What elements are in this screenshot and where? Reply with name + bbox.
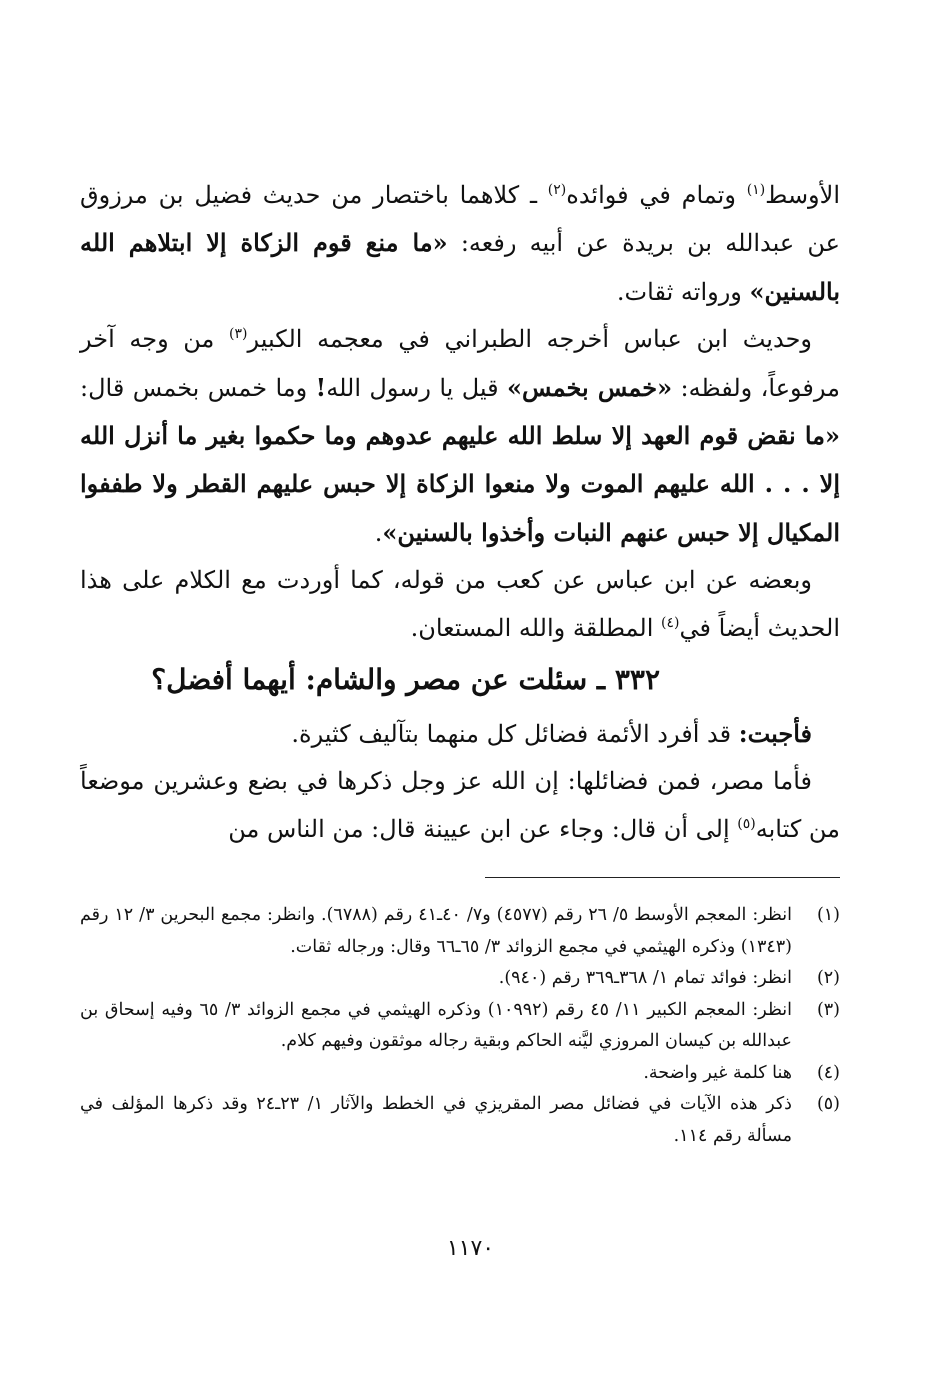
footnote-number: (٤) [816,1062,840,1083]
page-content [80,172,840,1152]
footnote-1 [80,900,840,963]
footnote-2 [80,963,840,995]
text-run: الأوسط [765,181,840,209]
footnote-divider [485,877,840,878]
text-run: ـ كلاهما باختصار من حديث فضيل بن مرزوق عن عبدالله بن بريدة عن أبيه رفعه: [80,181,841,258]
footnote-number: (٥) [816,1094,840,1115]
footnote-ref-2[interactable]: (٢) [547,182,567,198]
paragraph-2 [80,316,840,557]
text-run: إلى أن قال: وجاء عن ابن عيينة قال: من الناس من [228,814,738,843]
text-run: قد أفرد الأئمة فضائل كل منهما بتآليف كثيرة. [291,720,739,749]
hadith-quote: «ما نقض قوم العهد إلا سلط الله عليهم عدوهم وما حكموا بغير ما أنزل الله إلا . . . الله عليهم الموت ولا منعوا الزكاة إلا حبس عليهم القطر ولا طففوا المكيال إلا حبس عنهم النبات وأخذوا بالسنين» [80,421,840,547]
text-run: . [374,518,383,547]
footnote-3 [80,995,840,1058]
footnote-number: (٣) [816,999,840,1020]
text-run: من وجه آخر مرفوعاً، ولفظه: [80,325,840,402]
page-number: ١١٧٠ [446,1236,495,1261]
footnote-text: انظر: المعجم الكبير ١١/ ٤٥ رقم (١٠٩٩٢) وذكره الهيثمي في مجمع الزوائد ٣/ ٦٥ وفيه إسحاق بن عبدالله بن كيسان المروزي ليَّنه الحاكم وبقية رجاله موثقون وفيهم كلام. [80,999,793,1052]
text-run: قيل يا رسول الله [326,373,508,402]
paragraph-5 [80,758,840,853]
footnote-number: (١) [816,905,840,926]
hadith-quote: «ما منع قوم الزكاة إلا ابتلاهم الله بالسنين» [80,228,840,306]
text-run: المطلقة والله المستعان. [410,613,661,642]
footnote-ref-3[interactable]: (٣) [229,326,248,343]
answer-lead: فأجبت: [738,719,812,749]
footnote-text: هنا كلمة غير واضحة. [643,1062,792,1083]
text-run: وبعضه عن ابن عباس عن كعب من قوله، كما أوردت مع الكلام على هذا الحديث أيضاً في [80,566,840,642]
paragraph-1 [80,172,840,316]
hadith-quote: «خمس بخمس» [507,372,673,402]
footnote-ref-1[interactable]: (١) [746,182,766,198]
exclamation: ! [315,372,327,402]
paragraph-4 [80,710,840,758]
footnote-ref-4[interactable]: (٤) [661,614,680,631]
body-text [80,172,840,853]
text-run: فأما مصر، فمن فضائلها: إن الله عز وجل ذكرها في بضع وعشرين موضعاً من كتابه [80,767,840,843]
footnotes [80,900,840,1152]
footnote-text: ذكر هذه الآيات في فضائل مصر المقريزي في الخطط والآثار ١/ ٢٣ـ٢٤ وقد ذكرها المؤلف في مسألة رقم ١١٤. [80,1094,792,1146]
paragraph-3 [80,557,840,652]
text-run: ورواته ثقات. [616,277,750,306]
footnote-ref-5[interactable]: (٥) [737,815,756,832]
footnote-number: (٢) [816,968,840,989]
text-run: وحديث ابن عباس أخرجه الطبراني في معجمه الكبير [247,325,812,354]
section-heading: ٣٣٢ ـ سئلت عن مصر والشام: أيهما أفضل؟ [151,663,660,697]
footnote-5 [80,1089,840,1152]
footnote-text: انظر: المعجم الأوسط ٥/ ٢٦ رقم (٤٥٧٧) و٧/ ٤٠ـ٤١ رقم (٦٧٨٨). وانظر: مجمع البحرين ٣/ ١٢ رقم (١٣٤٣) وذكره الهيثمي في مجمع الزوائد ٣/ ٦٥ـ٦٦ وقال: ورجاله ثقات. [80,905,792,957]
text-run: وما خمس بخمس قال: [80,373,316,402]
footnote-4 [80,1058,840,1090]
text-run: وتمام في فوائده [566,181,747,209]
footnote-text: انظر: فوائد تمام ١/ ٣٦٨ـ٣٦٩ رقم (٩٤٠). [498,968,792,989]
